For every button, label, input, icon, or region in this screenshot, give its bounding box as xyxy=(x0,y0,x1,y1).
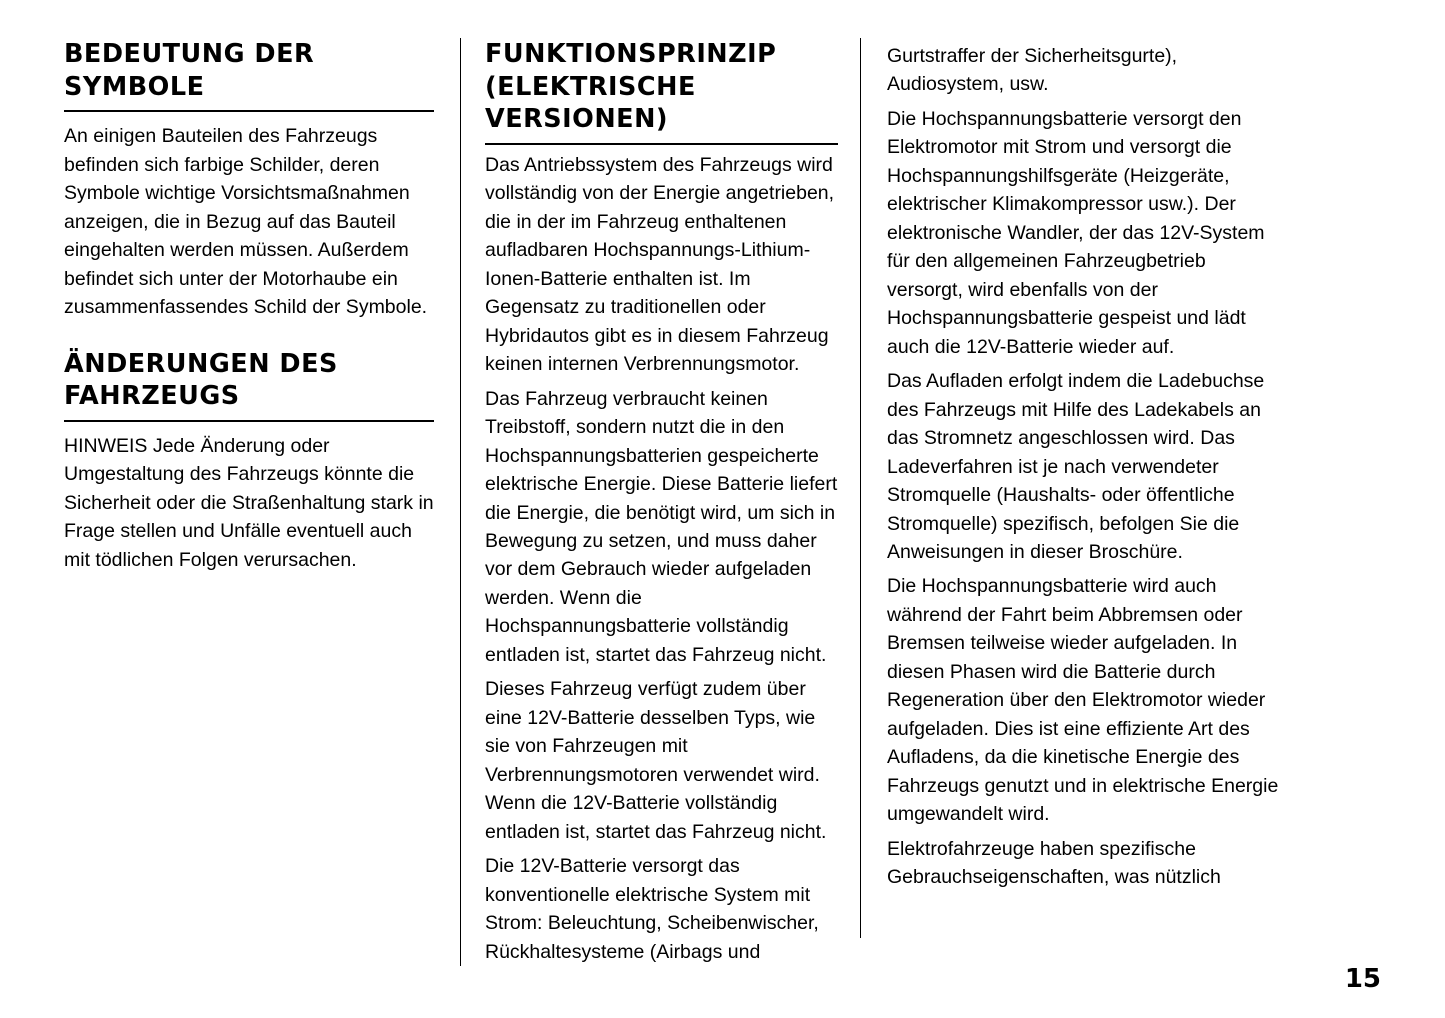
paragraph-aufladen-ladebuchse: Das Aufladen erfolgt indem die Ladebuchse des Fahrzeugs mit Hilfe des Ladekabels an das Stromnetz angeschlossen wird. Das Ladeverfahren ist je nach verwendeter Stromquelle (Haushalts- oder öffentliche Stromquelle) spezifisch, befolgen Sie die Anweisungen in dieser Broschüre. xyxy=(887,370,1265,563)
paragraph-hochspannungsbatterie-elektromotor: Die Hochspannungsbatterie versorgt den Elektromotor mit Strom und versorgt die Hochspannungshilfsgeräte (Heizgeräte, elektrischer Klimakompressor usw.). Der elektronische Wandler, der das 12V-System für den allgemeinen Fahrzeugbetrieb versorgt, wird ebenfalls von der Hochspannungsbatterie gespeist und lädt auch die 12V-Batterie wieder auf. xyxy=(887,107,1265,358)
paragraph-gurtstraffer: Gurtstraffer der Sicherheitsgurte), Audiosystem, usw. xyxy=(887,45,1178,96)
column-middle xyxy=(460,38,860,966)
column-right xyxy=(860,38,1280,938)
section-heading-bedeutung-der-symbole: BEDEUTUNG DER SYMBOLE xyxy=(64,38,434,112)
paragraph-antriebssystem: Das Antriebssystem des Fahrzeugs wird vollständig von der Energie angetrieben, die in der im Fahrzeug enthaltenen aufladbaren Hochspannungs-Lithium-Ionen-Batterie enthalten ist. Im Gegensatz zu traditionellen oder Hybridautos gibt es in diesem Fahrzeug keinen internen Verbrennungsmotor. xyxy=(485,153,835,376)
paragraph-aenderungen-hinweis: HINWEIS Jede Änderung oder Umgestaltung des Fahrzeugs könnte die Sicherheit oder die Straßenhaltung stark in Frage stellen und Unfälle eventuell auch mit tödlichen Folgen verursachen. xyxy=(64,434,434,571)
paragraph-elektrofahrzeuge-eigenschaften: Elektrofahrzeuge haben spezifische Gebrauchseigenschaften, was nützlich xyxy=(887,837,1221,889)
column-left xyxy=(64,38,460,574)
paragraph-konventionelles-system: Die 12V-Batterie versorgt das konventionelle elektrische System mit Strom: Beleuchtung, Scheibenwischer, Rückhaltesysteme (Airbags und xyxy=(485,855,819,963)
paragraph-symbole-intro: An einigen Bauteilen des Fahrzeugs befinden sich farbige Schilder, deren Symbole wichtige Vorsichtsmaßnahmen anzeigen, die in Bezug auf das Bauteil eingehalten werden müssen. Außerdem befindet sich unter der Motorhaube ein zusammenfassendes Schild der Symbole. xyxy=(64,125,428,319)
paragraph-rekuperation: Die Hochspannungsbatterie wird auch während der Fahrt beim Abbremsen oder Bremsen teilweise wieder aufgeladen. In diesen Phasen wird die Batterie durch Regeneration über den Elektromotor wieder aufgeladen. Dies ist eine effiziente Art des Aufladens, da die kinetische Energie des Fahrzeugs genutzt und in elektrische Energie umgewandelt wird. xyxy=(887,575,1279,826)
paragraph-treibstoff: Das Fahrzeug verbraucht keinen Treibstoff, sondern nutzt die in den Hochspannungsbatterien gespeicherte elektrische Energie. Diese Batterie liefert die Energie, die benötigt wird, um sich in Bewegung zu setzen, und muss daher vor dem Gebrauch wieder aufgeladen werden. Wenn die Hochspannungsbatterie vollständig entladen ist, startet das Fahrzeug nicht. xyxy=(485,387,838,666)
paragraph-12v-batterie: Dieses Fahrzeug verfügt zudem über eine 12V-Batterie desselben Typs, wie sie von Fahrzeugen mit Verbrennungsmotoren verwendet wird. Wenn die 12V-Batterie vollständig entladen ist, startet das Fahrzeug nicht. xyxy=(485,678,827,843)
page-columns xyxy=(64,38,1380,963)
page-number: 15 xyxy=(1344,964,1381,994)
section-heading-funktionsprinzip: FUNKTIONSPRINZIP (ELEKTRISCHE VERSIONEN) xyxy=(485,38,838,145)
section-heading-aenderungen-des-fahrzeugs: ÄNDERUNGEN DES FAHRZEUGS xyxy=(64,348,434,422)
